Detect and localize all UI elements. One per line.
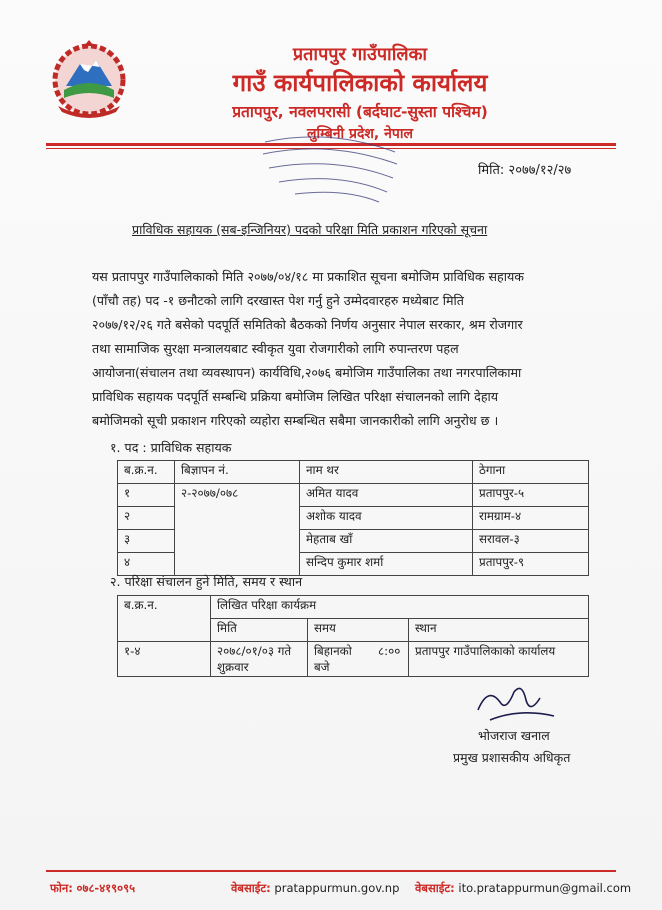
body-line: यस प्रतापपुर गाउँपालिकाको मिति २०७७/०४/१८ मा प्रकाशित सूचना बमोजिम प्राविधिक सहायक [92, 269, 524, 284]
date-line1: २०७८/०१/०३ गते [217, 644, 292, 658]
time-line1: बिहानको ८:०० [314, 644, 401, 658]
office-name: गाउँ कार्यपालिकाको कार्यालय [232, 69, 488, 97]
cell-name: मेहताब खाँ [300, 530, 473, 553]
cell-name: सन्दिप कुमार शर्मा [300, 553, 473, 576]
cell-place: प्रतापपुर गाउँपालिकाको कार्यालय [409, 642, 589, 677]
table-row [118, 642, 589, 677]
nepal-emblem-icon [44, 40, 134, 122]
notice-body [92, 265, 582, 433]
cell-time [308, 642, 409, 677]
col-sn: ब.क्र.न. [118, 461, 175, 484]
letter-date: मिति: २०७७/१२/२७ [478, 163, 572, 178]
col-time: समय [308, 619, 409, 642]
time-line2: बजे [314, 660, 330, 674]
col-date: मिति [211, 619, 308, 642]
col-name: नाम थर [300, 461, 473, 484]
table-header-row [118, 596, 589, 619]
col-address: ठेगाना [473, 461, 589, 484]
signatory-name: भोजराज खनाल [478, 728, 550, 743]
cell-date [211, 642, 308, 677]
col-program: लिखित परिक्षा कार्यक्रम [211, 596, 589, 619]
cell-name: अशोक यादव [300, 507, 473, 530]
signatory-title: प्रमुख प्रशासकीय अधिकृत [453, 750, 571, 765]
email-label: वेबसाईट: [415, 881, 455, 895]
section2-title: २. परिक्षा संचालन हुने मिति, समय र स्थान [110, 574, 303, 589]
cell-address: प्रतापपुर-५ [473, 484, 589, 507]
cell-sn: १-४ [118, 642, 211, 677]
cell-address: प्रतापपुर-९ [473, 553, 589, 576]
table-header-row [118, 461, 589, 484]
footer-website [231, 881, 399, 896]
website-link[interactable]: pratappurmun.gov.np [274, 881, 400, 895]
body-line: २०७७/१२/२६ गते बसेको पदपूर्ति समितिको बैठकको निर्णय अनुसार नेपाल सरकार, श्रम रोजगार [92, 317, 523, 332]
signature-icon [470, 680, 560, 730]
footer-email [415, 881, 631, 896]
website-label: वेबसाईट: [231, 881, 271, 895]
exam-schedule-table [117, 595, 589, 677]
col-ad-no: बिज्ञापन नं. [175, 461, 300, 484]
phone-label: फोन: [50, 881, 73, 895]
office-province: लुम्बिनी प्रदेश, नेपाल [307, 126, 413, 142]
candidate-table [117, 460, 589, 576]
cell-sn: ३ [118, 530, 175, 553]
footer-rule [46, 870, 616, 872]
footer-phone [50, 881, 135, 896]
cell-ad-no: २-२०७७/०७८ [175, 484, 300, 576]
body-line: (पाँचौ तह) पद -१ छनौटको लागि दरखास्त पेश गर्नु हुने उम्मेदवारहरु मध्येबाट मिति [92, 293, 464, 308]
col-place: स्थान [409, 619, 589, 642]
cell-sn: २ [118, 507, 175, 530]
section1-title: १. पद : प्राविधिक सहायक [110, 440, 232, 455]
body-line: आयोजना(संचालन तथा व्यवस्थापन) कार्यविधि,२०७६ बमोजिम गाउँपालिका तथा नगरपालिकामा [92, 365, 522, 380]
cell-address: रामग्राम-४ [473, 507, 589, 530]
notice-subject: प्राविधिक सहायक (सब-इन्जिनियर) पदको परिक्षा मिति प्रकाशन गरिएको सूचना [132, 222, 488, 237]
cell-sn: ४ [118, 553, 175, 576]
body-line: तथा सामाजिक सुरक्षा मन्त्रालयबाट स्वीकृत युवा रोजगारीको लागि रुपान्तरण पहल [92, 341, 459, 356]
office-address: प्रतापपुर, नवलपरासी (बर्दघाट-सुस्ता पश्चिम) [232, 103, 488, 121]
col-sn: ब.क्र.न. [118, 596, 211, 642]
office-stamp-icon [255, 132, 405, 206]
municipality-name: प्रतापपुर गाउँपालिका [292, 44, 428, 65]
cell-address: सरावल-३ [473, 530, 589, 553]
email-link[interactable]: ito.pratappurmun@gmail.com [458, 881, 632, 895]
cell-sn: १ [118, 484, 175, 507]
phone-number: ०७८-४१९०९५ [76, 881, 136, 895]
cell-name: अमित यादव [300, 484, 473, 507]
date-line2: शुक्रवार [217, 660, 249, 674]
table-row [118, 484, 589, 507]
body-line: बमोजिमको सूची प्रकाशन गरिएको व्यहोरा सम्बन्धित सबैमा जानकारीको लागि अनुरोध छ । [92, 413, 499, 428]
body-line: प्राविधिक सहायक पदपूर्ति सम्बन्धि प्रक्रिया बमोजिम लिखित परिक्षा संचालनको लागि देहाय [92, 389, 499, 404]
